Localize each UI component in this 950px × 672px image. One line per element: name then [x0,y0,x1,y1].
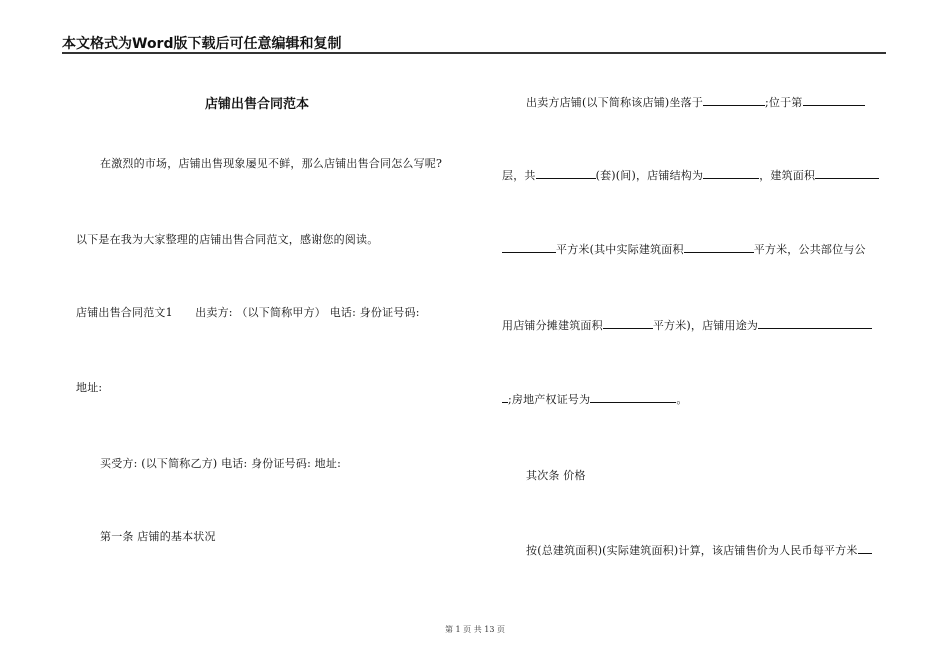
document-banner: 本文格式为Word版下载后可任意编辑和复制 [62,36,342,52]
structure-text: (套)(间)，店铺结构为 [595,169,704,182]
actual-area-blank [684,241,754,253]
seller-info-line: 店铺出售合同范文1 出卖方: （以下简称甲方） 电话: 身份证号码: [76,306,420,319]
buyer-info-line: 买受方: (以下简称乙方) 电话: 身份证号码: 地址: [100,457,341,470]
property-certificate-line [502,391,688,407]
header-divider [62,52,886,54]
price-line [526,542,872,558]
shared-area-text: 用店铺分摊建筑面积 [502,319,603,332]
location-blank [703,94,765,106]
intro-paragraph-1: 在激烈的市场，店铺出售现象屡见不鲜，那么店铺出售合同怎么写呢? [100,157,443,170]
actual-area-text: 平方米(其中实际建筑面积 [556,243,684,256]
structure-blank [703,167,759,179]
page-title: 店铺出售合同范本 [205,97,310,112]
property-structure-line [502,167,879,183]
intro-paragraph-2: 以下是在我为大家整理的店铺出售合同范文，感谢您的阅读。 [76,233,379,246]
shared-area-blank [603,317,653,329]
usage-text: 平方米)，店铺用途为 [652,319,759,332]
floor-count-text: 层，共 [502,169,536,182]
floor-area-text: ，建筑面积 [759,169,816,182]
area-value-blank [502,241,556,253]
property-location-line [526,94,865,110]
shared-area-line [502,317,872,333]
unit-count-blank [536,167,596,179]
article-2-heading: 其次条 价格 [526,469,586,482]
certificate-text: ;房地产权证号为 [508,393,591,406]
usage-blank [758,317,872,329]
page-number: 第 1 页 共 13 页 [445,625,505,634]
property-location-text: 出卖方店铺(以下简称该店铺)坐落于 [526,96,703,109]
certificate-number-blank [590,391,676,403]
public-area-text: 平方米，公共部位与公 [753,243,866,256]
floor-blank [803,94,865,106]
price-text: 按(总建筑面积)(实际建筑面积)计算，该店铺售价为人民币每平方米 [526,544,858,557]
article-1-heading: 第一条 店铺的基本状况 [100,530,216,543]
certificate-end-text: 。 [676,393,688,406]
floor-area-blank [815,167,879,179]
floor-position-text: ;位于第 [764,96,803,109]
property-area-line [502,241,866,257]
seller-address-line: 地址: [76,381,103,394]
price-blank [858,542,872,554]
